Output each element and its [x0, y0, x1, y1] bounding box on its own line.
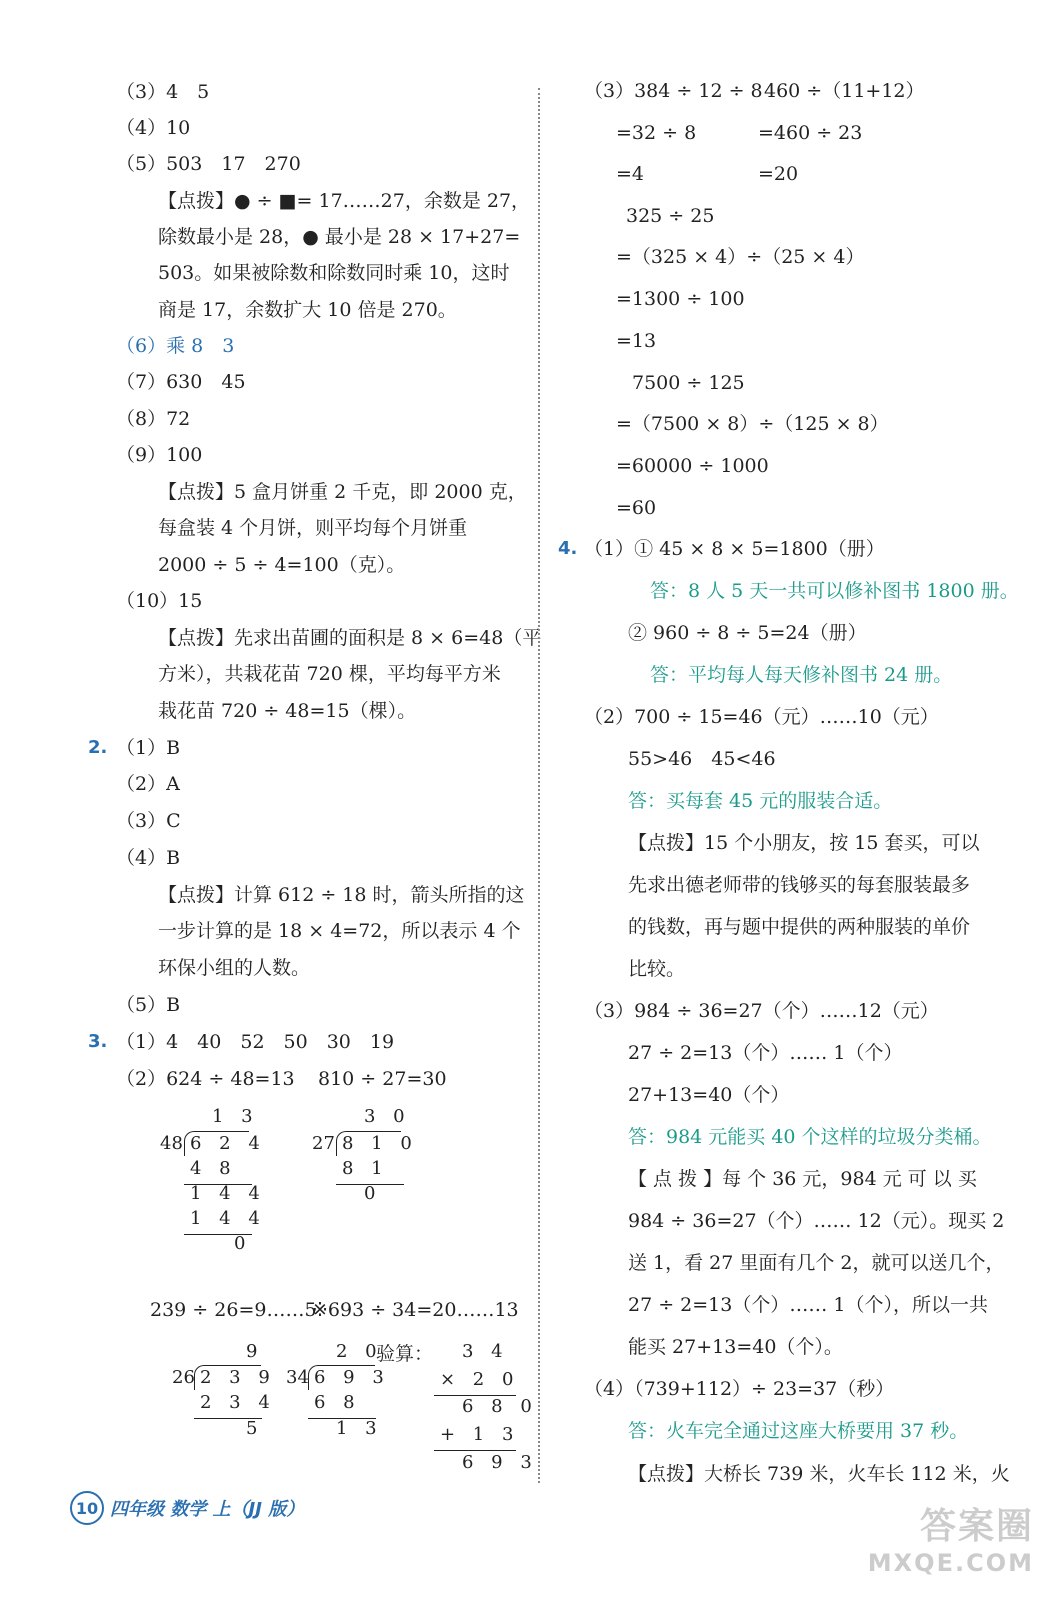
div3-quotient: 9 — [246, 1341, 264, 1362]
q2-2: （2）A — [116, 773, 180, 795]
r3-e: =4 — [616, 163, 645, 185]
div2-quotient: 3 0 — [364, 1106, 411, 1127]
q4-3-answer: 答：984 元能买 40 个这样的垃圾分类桶。 — [628, 1126, 992, 1148]
div1-quotient: 1 3 — [212, 1106, 259, 1127]
tip-q4-4: 【点拨】大桥长 739 米，火车长 112 米，火 — [628, 1463, 1010, 1485]
div3-dividend: 2 3 9 — [200, 1367, 276, 1388]
r3-j: =13 — [616, 330, 657, 352]
div3-step1: 2 3 4 — [200, 1392, 276, 1413]
q3-label: 3. — [88, 1031, 108, 1052]
q2-3: （3）C — [116, 810, 181, 832]
check-line2 — [434, 1450, 516, 1451]
r3-d: =460 ÷ 23 — [758, 122, 863, 144]
div3-remainder: 5 — [246, 1418, 264, 1439]
r3-l: =（7500 × 8）÷（125 × 8） — [616, 413, 889, 435]
q1-8: （8）72 — [116, 408, 191, 430]
div2-remainder: 0 — [364, 1183, 382, 1204]
div4-remainder: 1 3 — [336, 1418, 383, 1439]
check-c: 6 8 0 — [462, 1396, 538, 1417]
check-label: 验算： — [376, 1343, 434, 1365]
tip-q2-line1: 【点拨】计算 612 ÷ 18 时，箭头所指的这 — [158, 884, 525, 906]
tip-10-line1: 【点拨】先求出苗圃的面积是 8 × 6=48（平 — [158, 627, 542, 649]
tip-5-line1: 【点拨】● ÷ ■= 17……27，余数是 27， — [158, 190, 531, 212]
div1-dividend: 6 2 4 — [190, 1133, 266, 1154]
q1-7: （7）630 45 — [116, 371, 246, 393]
r3-c: =32 ÷ 8 — [616, 122, 697, 144]
div1-step2: 1 4 4 — [190, 1183, 266, 1204]
tip-q2-line3: 环保小组的人数。 — [158, 957, 311, 979]
q4-1a: （1）① 45 × 8 × 5=1800（册） — [584, 538, 885, 560]
q2-label: 2. — [88, 737, 108, 758]
q3-2b: 810 ÷ 27=30 — [318, 1068, 447, 1090]
q4-2-answer: 答：买每套 45 元的服装合适。 — [628, 790, 893, 812]
q4-4: （4）（739+112）÷ 23=37（秒） — [584, 1378, 895, 1400]
q4-1a-answer: 答：8 人 5 天一共可以修补图书 1800 册。 — [650, 580, 1019, 602]
div4-step1: 6 8 — [314, 1392, 361, 1413]
tip-q4-3-line3: 送 1，看 27 里面有几个 2，就可以送几个， — [628, 1252, 1005, 1274]
tip-5-line3: 503。如果被除数和除数同时乘 10，这时 — [158, 262, 510, 284]
column-divider — [538, 88, 540, 1483]
q3-2c: 239 ÷ 26=9……5 — [150, 1299, 317, 1321]
watermark-line2: MXQE.COM — [867, 1549, 1034, 1577]
div1-remainder: 0 — [234, 1233, 252, 1254]
check-d: + 1 3 — [440, 1424, 520, 1445]
div1-step1: 4 8 — [190, 1158, 237, 1179]
r3-n: =60 — [616, 497, 657, 519]
q4-3b: 27 ÷ 2=13（个）…… 1（个） — [628, 1042, 903, 1064]
check-e: 6 9 3 — [462, 1452, 538, 1473]
div1-step3: 1 4 4 — [190, 1208, 266, 1229]
div2-divisor: 27 — [312, 1133, 335, 1154]
tip-q4-3-line1: 【 点 拨 】每 个 36 元，984 元 可 以 买 — [628, 1168, 977, 1190]
div2-dividend: 8 1 0 — [342, 1133, 418, 1154]
watermark — [868, 1498, 1034, 1577]
q4-4-answer: 答：火车完全通过这座大桥要用 37 秒。 — [628, 1420, 969, 1442]
tip-q2-line2: 一步计算的是 18 × 4=72，所以表示 4 个 — [158, 920, 521, 942]
tip-q4-3-line2: 984 ÷ 36=27（个）…… 12（元）。现买 2 — [628, 1210, 1005, 1232]
tip-5-line4: 商是 17，余数扩大 10 倍是 270。 — [158, 299, 457, 321]
watermark-line1: 答案圈 — [919, 1506, 1034, 1547]
q4-3: （3）984 ÷ 36=27（个）……12（元） — [584, 1000, 939, 1022]
q1-9: （9）100 — [116, 444, 203, 466]
r3-a: （3）384 ÷ 12 ÷ 8 — [584, 80, 763, 102]
r3-b: 460 ÷（11+12） — [764, 80, 925, 102]
q2-5: （5）B — [116, 994, 181, 1016]
div1-divisor: 48 — [160, 1133, 183, 1154]
r3-k: 7500 ÷ 125 — [632, 372, 745, 394]
q3-2d: ※693 ÷ 34=20……13 — [312, 1299, 519, 1321]
page-footer — [70, 1490, 304, 1526]
q4-1b-answer: 答：平均每人每天修补图书 24 册。 — [650, 664, 953, 686]
tip-9-line3: 2000 ÷ 5 ÷ 4=100（克）。 — [158, 554, 406, 576]
tip-q4-3-line5: 能买 27+13=40（个）。 — [628, 1336, 843, 1358]
q4-2b: 55>46 45<46 — [628, 748, 776, 770]
tip-q4-2-line4: 比较。 — [628, 958, 686, 980]
q4-1b: ② 960 ÷ 8 ÷ 5=24（册） — [628, 622, 867, 644]
check-b: × 2 0 — [440, 1369, 520, 1390]
q1-3: （3）4 5 — [116, 81, 210, 103]
tip-9-line1: 【点拨】5 盒月饼重 2 千克，即 2000 克， — [158, 481, 527, 503]
q3-1: （1）4 40 52 50 30 19 — [116, 1031, 395, 1053]
tip-q4-2-line3: 的钱数，再与题中提供的两种服装的单价 — [628, 916, 971, 938]
q4-label: 4. — [558, 538, 578, 559]
div4-divisor: 34 — [286, 1367, 309, 1388]
book-label: 四年级 数学 上（JJ 版） — [110, 1499, 305, 1520]
tip-10-line2: 方米），共栽花苗 720 棵，平均每平方米 — [158, 663, 501, 685]
tip-10-line3: 栽花苗 720 ÷ 48=15（棵）。 — [158, 700, 417, 722]
q1-4: （4）10 — [116, 117, 191, 139]
q4-3c: 27+13=40（个） — [628, 1084, 790, 1106]
tip-q4-2-line2: 先求出德老师带的钱够买的每套服装最多 — [628, 874, 971, 896]
div4-quotient: 2 0 — [336, 1341, 383, 1362]
tip-9-line2: 每盒装 4 个月饼，则平均每个月饼重 — [158, 517, 468, 539]
tip-q4-2-line1: 【点拨】15 个小朋友，按 15 套买，可以 — [628, 832, 980, 854]
q2-1: （1）B — [116, 737, 181, 759]
div4-dividend: 6 9 3 — [314, 1367, 390, 1388]
check-a: 3 4 — [462, 1341, 509, 1362]
q1-10: （10）15 — [116, 590, 203, 612]
page-number: 10 — [70, 1491, 104, 1525]
q3-2a: （2）624 ÷ 48=13 — [116, 1068, 295, 1090]
tip-5-line2: 除数最小是 28，● 最小是 28 × 17+27= — [158, 226, 521, 248]
q4-2: （2）700 ÷ 15=46（元）……10（元） — [584, 706, 939, 728]
tip-q4-3-line4: 27 ÷ 2=13（个）…… 1（个），所以一共 — [628, 1294, 988, 1316]
div2-step1: 8 1 — [342, 1158, 389, 1179]
q2-4: （4）B — [116, 847, 181, 869]
q1-5: （5）503 17 270 — [116, 153, 301, 175]
r3-m: =60000 ÷ 1000 — [616, 455, 769, 477]
r3-h: =（325 × 4）÷（25 × 4） — [616, 246, 865, 268]
r3-f: =20 — [758, 163, 799, 185]
div3-divisor: 26 — [172, 1367, 195, 1388]
r3-i: =1300 ÷ 100 — [616, 288, 745, 310]
r3-g: 325 ÷ 25 — [626, 205, 715, 227]
q1-6: （6）乘 8 3 — [116, 335, 235, 357]
